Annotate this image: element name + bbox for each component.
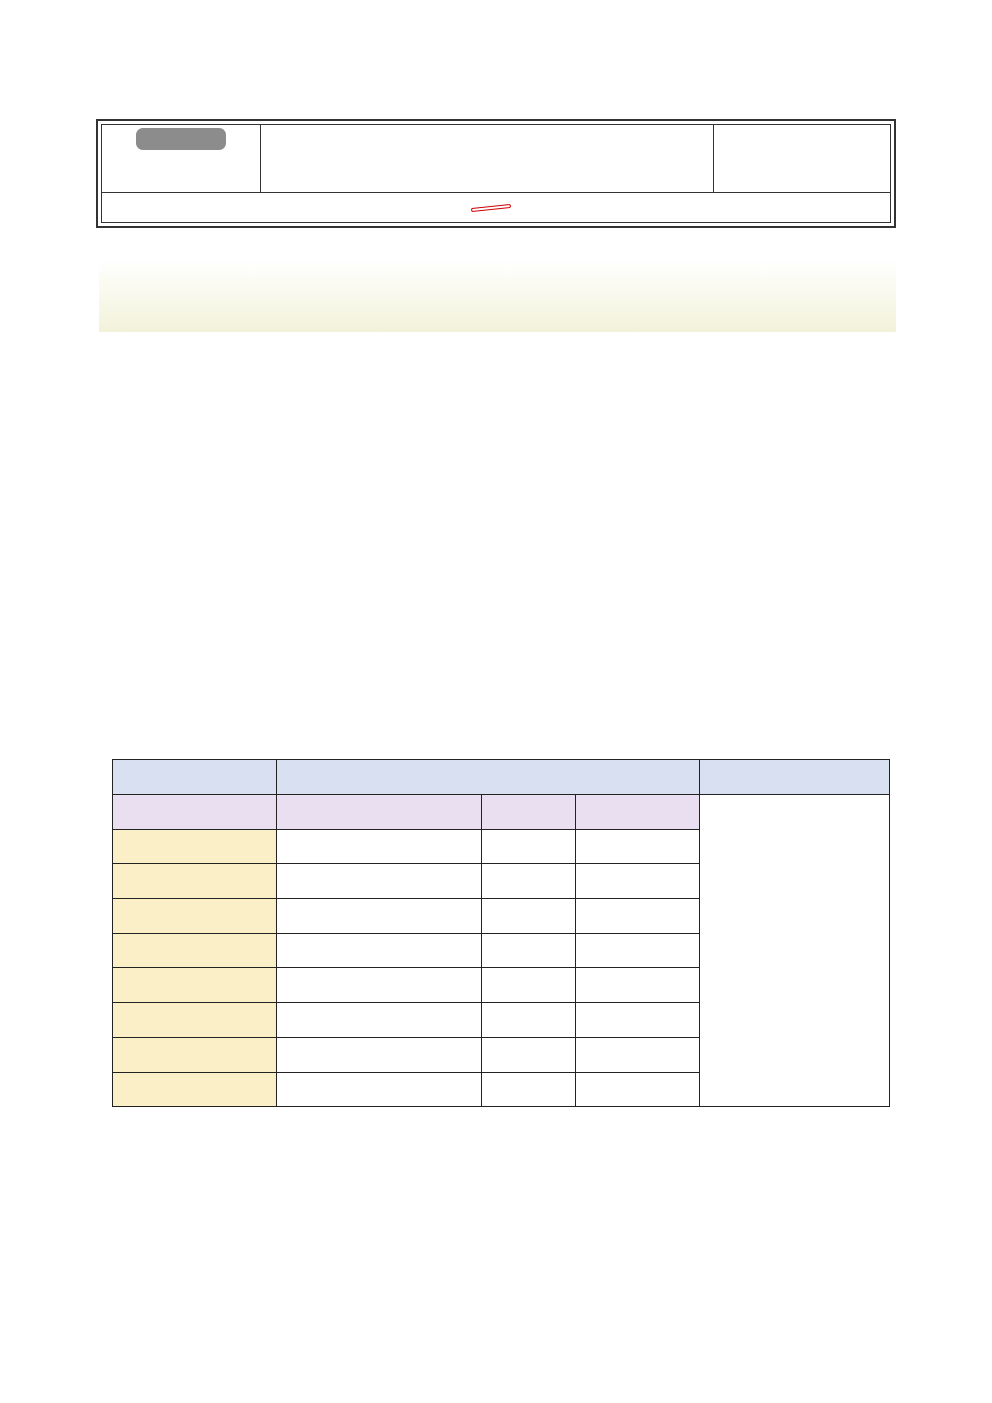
innovation-school-stamp bbox=[471, 203, 511, 211]
row-label bbox=[113, 864, 277, 899]
row-minutes bbox=[482, 933, 576, 968]
row-description bbox=[576, 864, 700, 899]
notice-title-banner bbox=[99, 260, 896, 332]
row-minutes bbox=[482, 1003, 576, 1038]
title-cell bbox=[261, 125, 714, 192]
row-label bbox=[113, 829, 277, 864]
row-minutes bbox=[482, 968, 576, 1003]
row-description bbox=[576, 1003, 700, 1038]
header-top-row bbox=[102, 125, 890, 193]
header-note bbox=[700, 760, 890, 795]
row-label bbox=[113, 1072, 277, 1107]
row-label bbox=[113, 968, 277, 1003]
row-description bbox=[576, 1072, 700, 1107]
dept-cell bbox=[714, 125, 890, 192]
row-time bbox=[277, 1003, 482, 1038]
row-label bbox=[113, 899, 277, 934]
row-minutes bbox=[482, 1037, 576, 1072]
row-time bbox=[277, 899, 482, 934]
row-description bbox=[576, 829, 700, 864]
banner-color-stripe bbox=[99, 252, 896, 260]
row-description bbox=[576, 795, 700, 830]
note-cell bbox=[700, 795, 890, 1107]
newsletter-header bbox=[96, 119, 896, 228]
row-description bbox=[576, 933, 700, 968]
row-label bbox=[113, 933, 277, 968]
row-minutes bbox=[482, 1072, 576, 1107]
row-description bbox=[576, 899, 700, 934]
row-time bbox=[277, 968, 482, 1003]
row-time bbox=[277, 795, 482, 830]
table-header-row bbox=[113, 760, 890, 795]
row-minutes bbox=[482, 899, 576, 934]
row-minutes bbox=[482, 829, 576, 864]
banner-bottom-stripe bbox=[99, 332, 896, 340]
row-time bbox=[277, 933, 482, 968]
row-description bbox=[576, 1037, 700, 1072]
row-minutes bbox=[482, 795, 576, 830]
row-description bbox=[576, 968, 700, 1003]
row-minutes bbox=[482, 864, 576, 899]
schedule-table bbox=[112, 759, 890, 1107]
row-label bbox=[113, 1037, 277, 1072]
slogan-row bbox=[102, 193, 890, 222]
row-time bbox=[277, 1037, 482, 1072]
header-time bbox=[277, 760, 700, 795]
motto-tag bbox=[136, 128, 226, 150]
row-label bbox=[113, 1003, 277, 1038]
motto-cell bbox=[102, 125, 261, 192]
row-time bbox=[277, 864, 482, 899]
header-category bbox=[113, 760, 277, 795]
table-row bbox=[113, 795, 890, 830]
row-label bbox=[113, 795, 277, 830]
header-inner-frame bbox=[101, 124, 891, 223]
row-time bbox=[277, 829, 482, 864]
row-time bbox=[277, 1072, 482, 1107]
